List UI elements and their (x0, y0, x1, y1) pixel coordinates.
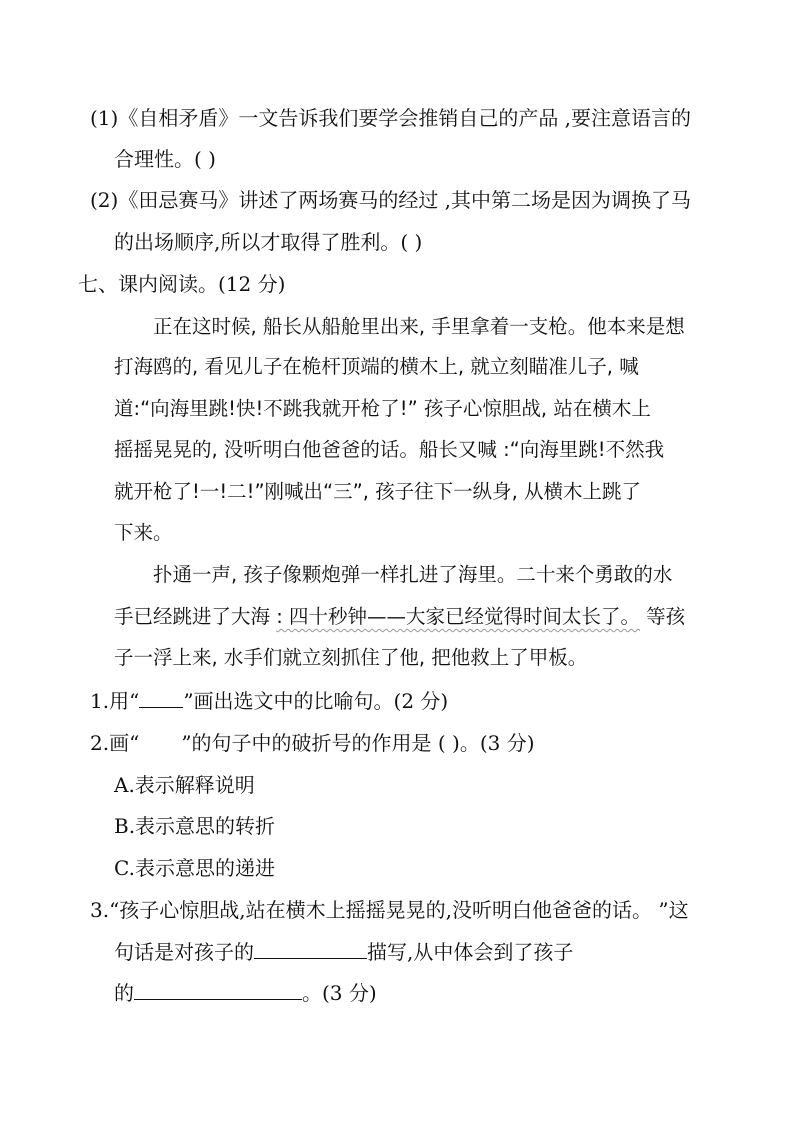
question-3-line-1: 3.“孩子心惊胆战,站在横木上摇摇晃晃的,没听明白他爸爸的话。 ”这 (90, 898, 689, 922)
judge-item-1-line-2: 合理性。( ) (114, 147, 216, 171)
answer-blank-2[interactable] (134, 981, 302, 1000)
question-3-line-3 (114, 981, 377, 1005)
question-2-option-b[interactable]: B.表示意思的转折 (114, 814, 276, 838)
question-1-text: ”画出选文中的比喻句。(2 分) (183, 689, 449, 713)
judge-item-2-line-1: (2)《田忌赛马》讲述了两场赛马的经过 ,其中第二场是因为调换了马 (90, 188, 692, 212)
question-3-line-2-suffix: 描写,从中体会到了孩子 (367, 940, 574, 964)
question-3-line-3-prefix: 的 (114, 981, 134, 1005)
straight-underline-mark (139, 689, 183, 708)
question-3-line-2 (114, 940, 573, 964)
passage-p1-line-3: 道:“向海里跳!快!不跳我就开枪了!” 孩子心惊胆战, 站在横木上 (114, 397, 651, 420)
question-2-prefix: 2.画“ (90, 731, 140, 755)
question-2-option-c[interactable]: C.表示意思的递进 (114, 856, 275, 880)
passage-p1-line-6: 下来。 (114, 521, 173, 544)
judge-item-1-line-1: (1)《自相矛盾》一文告诉我们要学会推销自己的产品 ,要注意语言的 (90, 106, 692, 130)
passage-p1-line-2: 打海鸥的, 看见儿子在桅杆顶端的横木上, 就立刻瞄准儿子, 喊 (114, 355, 639, 378)
question-3-line-2-prefix: 句话是对孩子的 (114, 940, 254, 964)
passage-p1-line-4: 摇摇晃晃的, 没听明白他爸爸的话。船长又喊 :“向海里跳!不然我 (114, 438, 665, 461)
passage-p2-line-2 (114, 605, 685, 629)
judge-item-2-line-2: 的出场顺序,所以才取得了胜利。( ) (114, 230, 423, 254)
section-heading: 七、课内阅读。(12 分) (78, 272, 286, 296)
answer-blank-1[interactable] (254, 940, 367, 959)
passage-p1-line-5: 就开枪了!一!二!”刚喊出“三”, 孩子往下一纵身, 从横木上跳了 (114, 480, 642, 503)
wavy-underline-mark (139, 731, 181, 745)
wavy-underlined-sentence: : 四十秒钟——大家已经觉得时间太长了。 (276, 605, 640, 628)
question-2 (90, 731, 535, 755)
question-1 (90, 689, 448, 713)
passage-p1-line-1: 正在这时候, 船长从船舱里出来, 手里拿着一支枪。他本来是想 (153, 315, 685, 338)
question-2-option-a[interactable]: A.表示解释说明 (114, 773, 255, 797)
question-1-prefix: 1.用“ (90, 689, 140, 713)
passage-p2-line-2-start: 手已经跳进了大海 (114, 605, 277, 628)
question-2-text: ”的句子中的破折号的作用是 ( )。(3 分) (181, 731, 535, 755)
passage-p2-line-1: 扑通一声, 孩子像颗炮弹一样扎进了海里。二十来个勇敢的水 (153, 563, 673, 586)
question-3-line-3-suffix: 。(3 分) (302, 981, 377, 1005)
passage-p2-line-3: 子一浮上来, 水手们就立刻抓住了他, 把他救上了甲板。 (114, 646, 588, 669)
passage-p2-line-2-end: 等孩 (639, 605, 686, 628)
